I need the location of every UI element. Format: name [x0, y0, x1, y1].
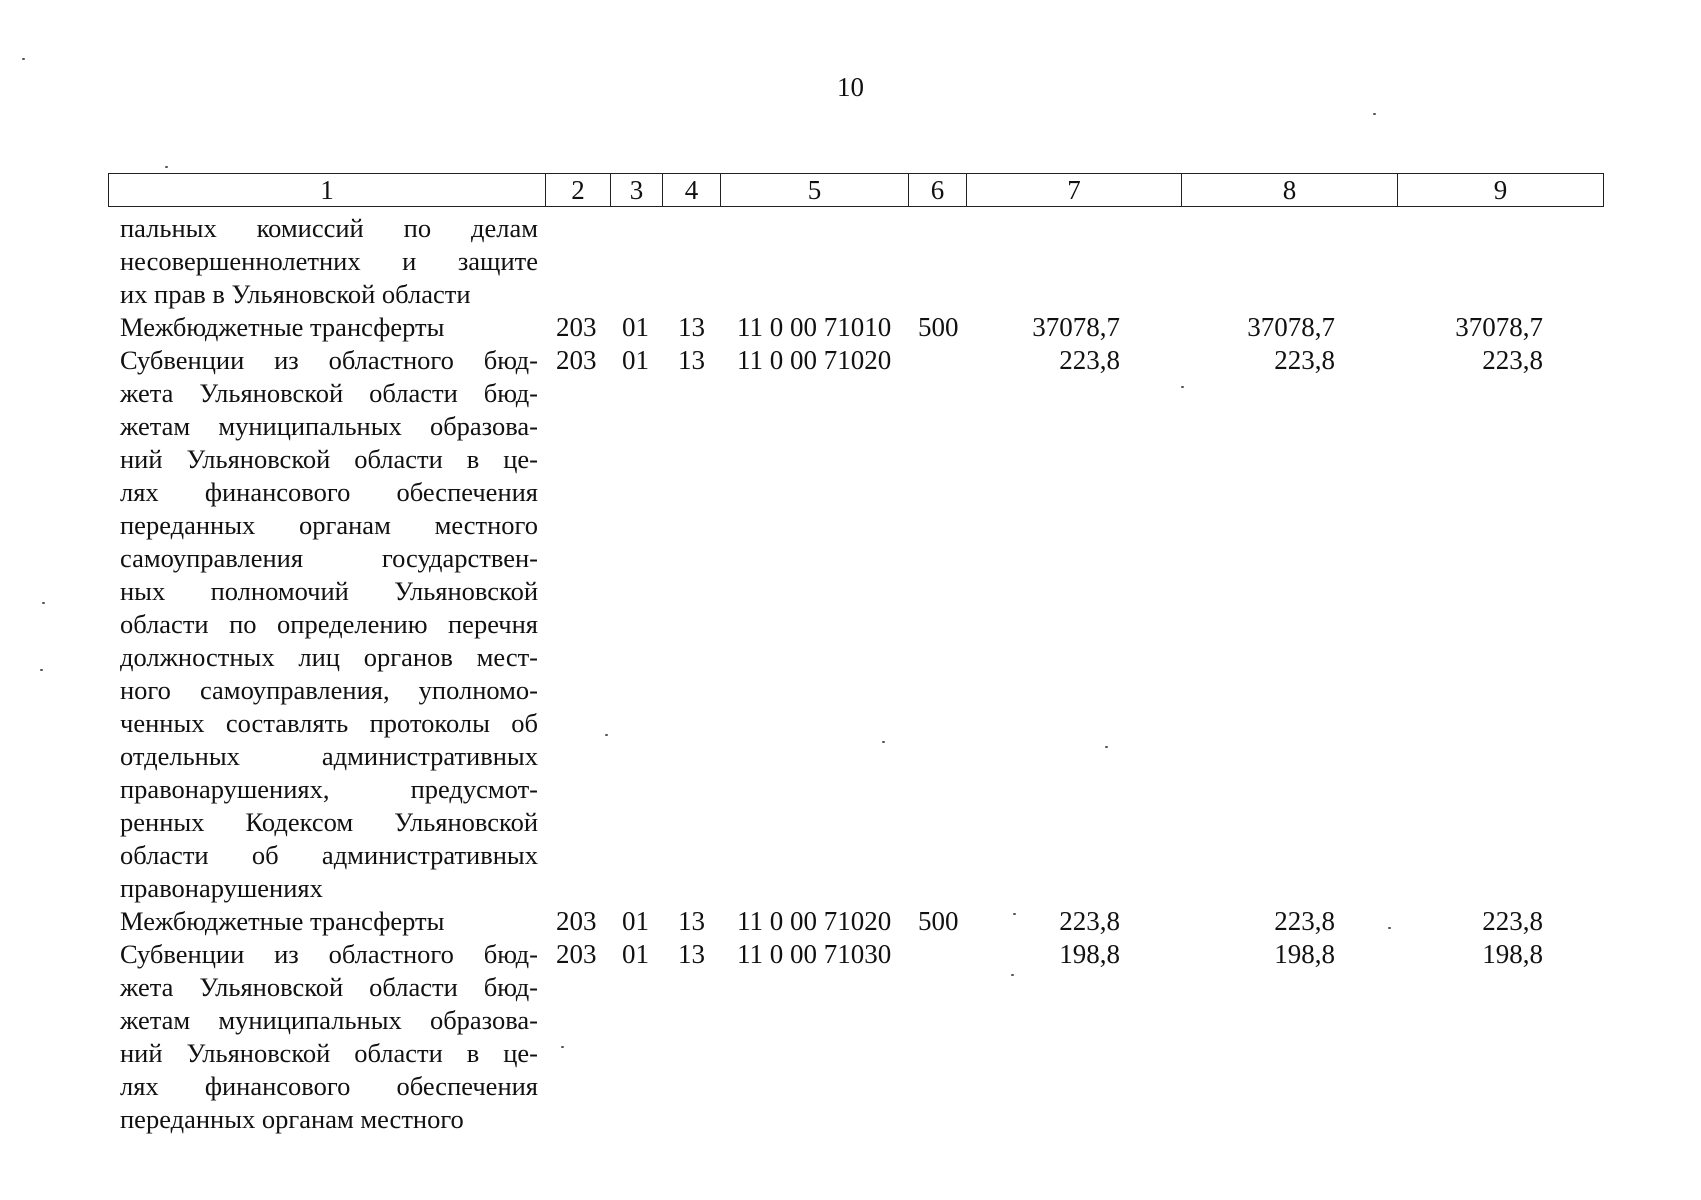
- scan-speck: [40, 669, 43, 671]
- cell-col-3: 01: [622, 312, 649, 342]
- cell-col-5: 11 0 00 71030: [737, 939, 892, 969]
- description-line: жета Ульяновской области бюд-: [120, 378, 538, 408]
- scan-speck: [42, 602, 45, 604]
- description-line: Субвенции из областного бюд-: [120, 345, 538, 375]
- cell-col-3: 01: [622, 939, 649, 969]
- description-line: области об административных: [120, 840, 538, 870]
- column-header-9: 9: [1398, 174, 1604, 207]
- description-line: правонарушениях: [120, 873, 323, 903]
- row-description: [120, 212, 538, 311]
- cell-col-2: 203: [556, 906, 597, 936]
- description-line: Субвенции из областного бюд-: [120, 939, 538, 969]
- cell-col-2: 203: [556, 312, 597, 342]
- column-header-7: 7: [967, 174, 1182, 207]
- description-line: должностных лиц органов мест-: [120, 642, 538, 672]
- cell-col-9: 37078,7: [1455, 312, 1543, 342]
- cell-col-2: 203: [556, 939, 597, 969]
- cell-col-3: 01: [622, 906, 649, 936]
- description-line: ных полномочий Ульяновской: [120, 576, 538, 606]
- column-header-table: [108, 173, 1604, 207]
- description-line: ний Ульяновской области в це-: [120, 1038, 538, 1068]
- cell-col-8: 198,8: [1274, 939, 1335, 969]
- column-header-8: 8: [1182, 174, 1398, 207]
- cell-col-4: 13: [678, 906, 705, 936]
- column-header-1: 1: [109, 174, 546, 207]
- description-line: правонарушениях, предусмот-: [120, 774, 538, 804]
- cell-col-5: 11 0 00 71020: [737, 906, 892, 936]
- description-line: ченных составлять протоколы об: [120, 708, 538, 738]
- cell-col-4: 13: [678, 345, 705, 375]
- description-line: несовершеннолетних и защите: [120, 246, 538, 276]
- description-line: переданных органам местного: [120, 1104, 464, 1134]
- cell-col-7: 223,8: [1059, 906, 1120, 936]
- cell-col-2: 203: [556, 345, 597, 375]
- cell-col-8: 37078,7: [1247, 312, 1335, 342]
- scan-speck: [1181, 386, 1184, 388]
- cell-col-6: 500: [918, 906, 959, 936]
- column-header-6: 6: [909, 174, 967, 207]
- cell-col-4: 13: [678, 312, 705, 342]
- scan-speck: [22, 58, 25, 60]
- row-description: [120, 311, 538, 344]
- scan-speck: [561, 1046, 564, 1048]
- description-line: ного самоуправления, уполномо-: [120, 675, 538, 705]
- description-line: области по определению перечня: [120, 609, 538, 639]
- cell-col-7: 37078,7: [1032, 312, 1120, 342]
- cell-col-3: 01: [622, 345, 649, 375]
- description-line: Межбюджетные трансферты: [120, 906, 445, 936]
- description-line: жетам муниципальных образова-: [120, 1005, 538, 1035]
- column-header-2: 2: [546, 174, 611, 207]
- description-line: ренных Кодексом Ульяновской: [120, 807, 538, 837]
- cell-col-9: 198,8: [1482, 939, 1543, 969]
- page-number: 10: [837, 72, 864, 102]
- row-description: [120, 938, 538, 1136]
- description-line: пальных комиссий по делам: [120, 213, 538, 243]
- scan-speck: [1373, 113, 1376, 115]
- description-line: жета Ульяновской области бюд-: [120, 972, 538, 1002]
- scan-speck: [1013, 913, 1016, 915]
- row-description: [120, 905, 538, 938]
- cell-col-7: 198,8: [1059, 939, 1120, 969]
- description-line: лях финансового обеспечения: [120, 1071, 538, 1101]
- cell-col-5: 11 0 00 71020: [737, 345, 892, 375]
- cell-col-7: 223,8: [1059, 345, 1120, 375]
- description-line: Межбюджетные трансферты: [120, 312, 445, 342]
- cell-col-9: 223,8: [1482, 906, 1543, 936]
- description-line: ний Ульяновской области в це-: [120, 444, 538, 474]
- cell-col-8: 223,8: [1274, 345, 1335, 375]
- column-header-3: 3: [611, 174, 663, 207]
- cell-col-9: 223,8: [1482, 345, 1543, 375]
- row-description: [120, 344, 538, 905]
- description-line: жетам муниципальных образова-: [120, 411, 538, 441]
- scan-speck: [165, 166, 168, 168]
- column-header-4: 4: [663, 174, 721, 207]
- scan-speck: [1105, 746, 1108, 748]
- description-line: переданных органам местного: [120, 510, 538, 540]
- description-line: самоуправления государствен-: [120, 543, 538, 573]
- description-line: их прав в Ульяновской области: [120, 279, 471, 309]
- description-line: отдельных административных: [120, 741, 538, 771]
- scan-speck: [1388, 927, 1391, 929]
- scan-speck: [882, 741, 885, 743]
- description-line: лях финансового обеспечения: [120, 477, 538, 507]
- cell-col-8: 223,8: [1274, 906, 1335, 936]
- cell-col-4: 13: [678, 939, 705, 969]
- cell-col-6: 500: [918, 312, 959, 342]
- column-header-5: 5: [721, 174, 909, 207]
- scan-speck: [1011, 974, 1014, 976]
- scan-speck: [605, 734, 608, 736]
- cell-col-5: 11 0 00 71010: [737, 312, 892, 342]
- column-header-row: [109, 174, 1604, 207]
